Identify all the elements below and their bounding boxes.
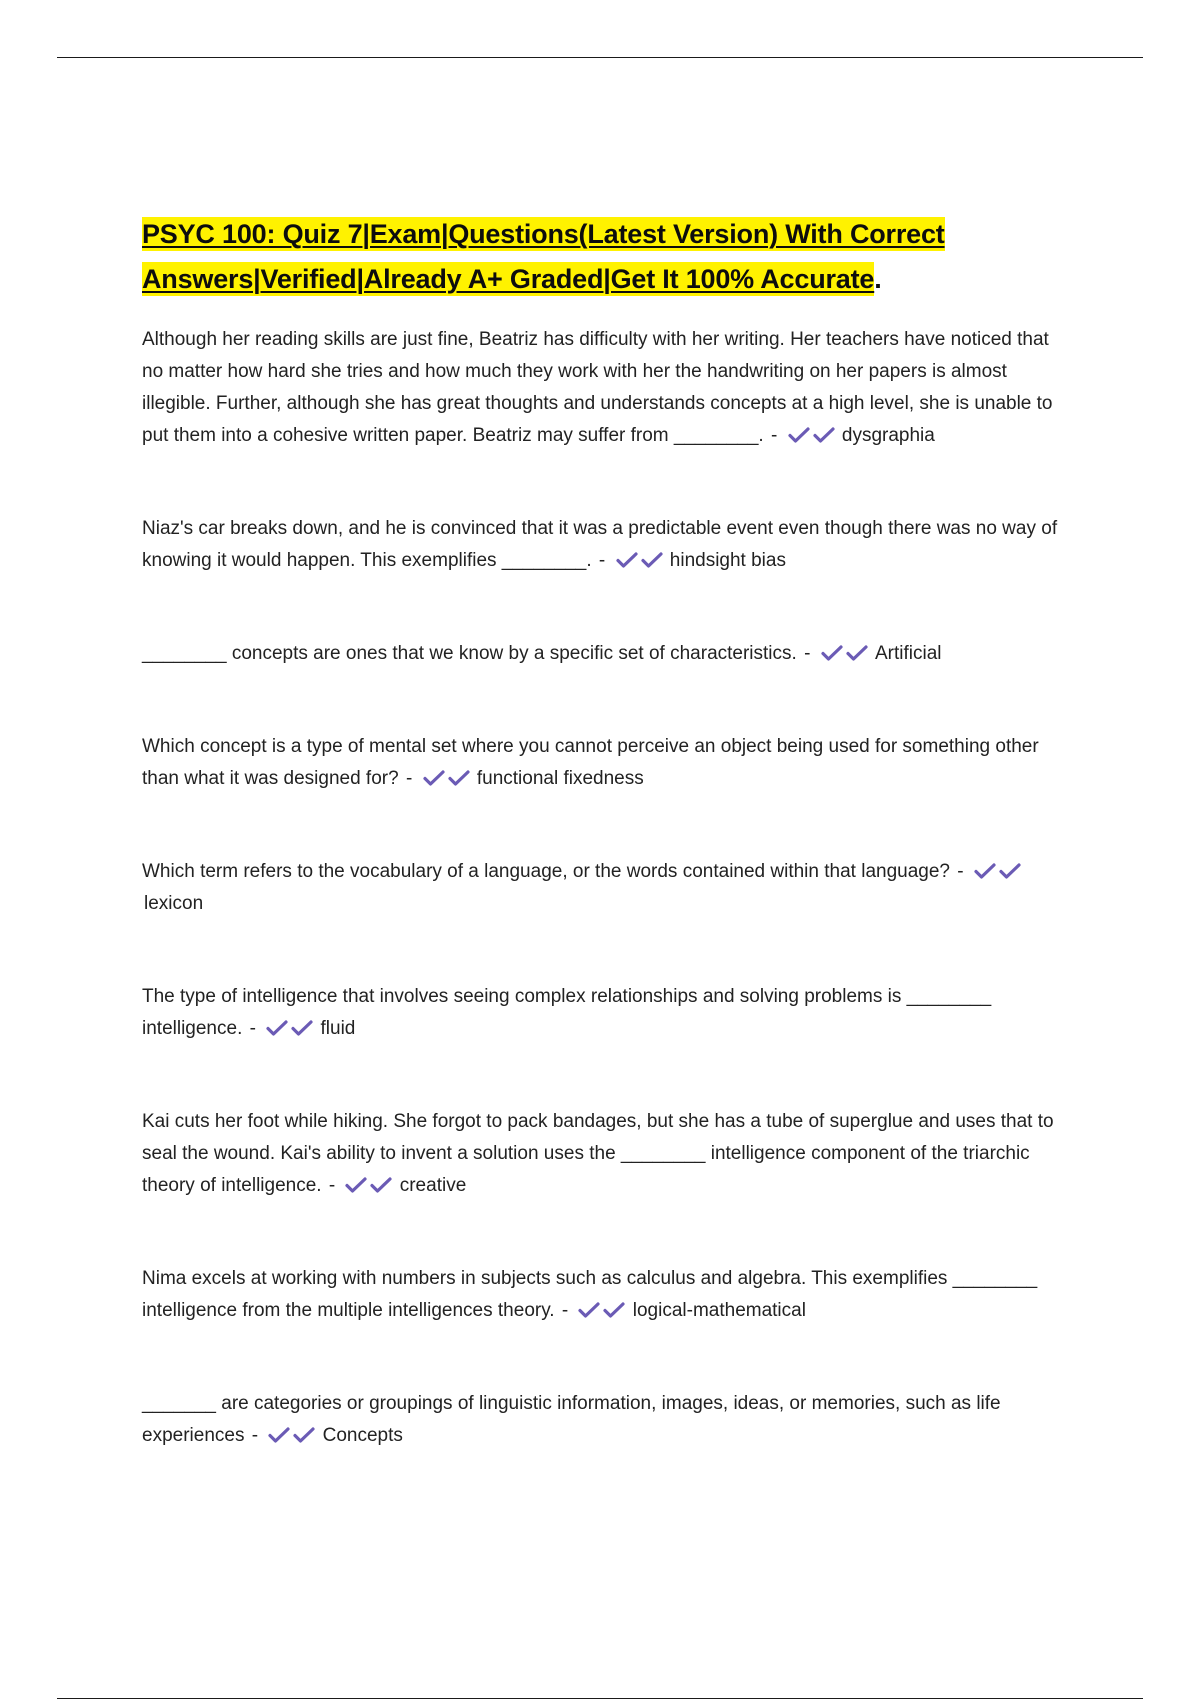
- question-text: Kai cuts her foot while hiking. She forgot to pack bandages, but she has a tube of superglue and uses that to seal the wound. Kai's ability to invent a solution uses the ________ intelligence component of the triarchic theory of intelligence.: [142, 1111, 1054, 1196]
- question-list: [142, 324, 1072, 1452]
- answer-text: creative: [399, 1175, 467, 1196]
- document-title: [142, 212, 1072, 302]
- check-mark-icon: [268, 1426, 290, 1444]
- top-rule: [57, 57, 1143, 58]
- answer-separator: -: [598, 550, 606, 571]
- question-item: [142, 638, 1072, 670]
- answer-text: logical-mathematical: [632, 1300, 806, 1321]
- check-mark-icon: [616, 551, 638, 569]
- check-mark-icon: [974, 862, 996, 880]
- title-highlight-line-2: Answers|Verified|Already A+ Graded|Get It 100% Accurate: [142, 264, 875, 294]
- check-mark-icon: [603, 1301, 625, 1319]
- answer-separator: -: [957, 861, 964, 882]
- question-item: [142, 981, 1072, 1045]
- answer-separator: -: [251, 1425, 259, 1446]
- question-text: Which concept is a type of mental set where you cannot perceive an object being used for something other than what it was designed for?: [142, 736, 1039, 789]
- question-text: ________ concepts are ones that we know by a specific set of characteristics.: [142, 643, 797, 664]
- check-mark-icon: [293, 1426, 315, 1444]
- question-text: The type of intelligence that involves seeing complex relationships and solving problems is ________ intelligence.: [142, 986, 992, 1039]
- check-mark-icon: [578, 1301, 600, 1319]
- question-text: Nima excels at working with numbers in subjects such as calculus and algebra. This exemplifies ________ intelligence from the multiple intelligences theory.: [142, 1268, 1038, 1321]
- answer-separator: -: [771, 425, 778, 446]
- answer-text: functional fixedness: [476, 768, 644, 789]
- answer-separator: -: [328, 1175, 336, 1196]
- answer-separator: -: [804, 643, 811, 664]
- answer-separator: -: [405, 768, 413, 789]
- answer-text: fluid: [320, 1018, 356, 1039]
- question-text: _______ are categories or groupings of linguistic information, images, ideas, or memories, such as life experiences: [142, 1393, 1001, 1446]
- document-body: [142, 212, 1072, 1513]
- check-mark-icon: [813, 426, 835, 444]
- check-mark-icon: [423, 769, 445, 787]
- question-item: [142, 1263, 1072, 1327]
- question-item: [142, 1106, 1072, 1202]
- answer-text: dysgraphia: [841, 425, 935, 446]
- answer-separator: -: [249, 1018, 256, 1039]
- answer-text: Concepts: [322, 1425, 403, 1446]
- question-item: [142, 856, 1072, 920]
- check-mark-icon: [788, 426, 810, 444]
- check-mark-icon: [846, 644, 868, 662]
- question-item: [142, 731, 1072, 795]
- question-text: Although her reading skills are just fine, Beatriz has difficulty with her writing. Her teachers have noticed that no matter how hard she tries and how much they work with her the handwriting on her papers is almost illegible. Further, although she has great thoughts and understands concepts at a high level, she is unable to put them into a cohesive written paper. Beatriz may suffer from ________.: [142, 329, 1053, 446]
- question-item: [142, 1388, 1072, 1452]
- question-text: Which term refers to the vocabulary of a language, or the words contained within that language?: [142, 861, 950, 882]
- question-item: [142, 513, 1072, 577]
- check-mark-icon: [999, 862, 1021, 880]
- check-mark-icon: [641, 551, 663, 569]
- question-text: Niaz's car breaks down, and he is convinced that it was a predictable event even though there was no way of knowing it would happen. This exemplifies ________.: [142, 518, 1058, 571]
- question-item: [142, 324, 1072, 452]
- answer-text: hindsight bias: [669, 550, 786, 571]
- bottom-rule: [57, 1698, 1143, 1699]
- answer-text: Artificial: [874, 643, 942, 664]
- check-mark-icon: [345, 1176, 367, 1194]
- check-mark-icon: [266, 1019, 288, 1037]
- answer-separator: -: [561, 1300, 569, 1321]
- answer-text: lexicon: [144, 893, 204, 914]
- check-mark-icon: [291, 1019, 313, 1037]
- title-period: .: [874, 264, 882, 294]
- check-mark-icon: [370, 1176, 392, 1194]
- title-highlight-line-1: PSYC 100: Quiz 7|Exam|Questions(Latest Version) With Correct: [142, 219, 945, 249]
- check-mark-icon: [821, 644, 843, 662]
- check-mark-icon: [448, 769, 470, 787]
